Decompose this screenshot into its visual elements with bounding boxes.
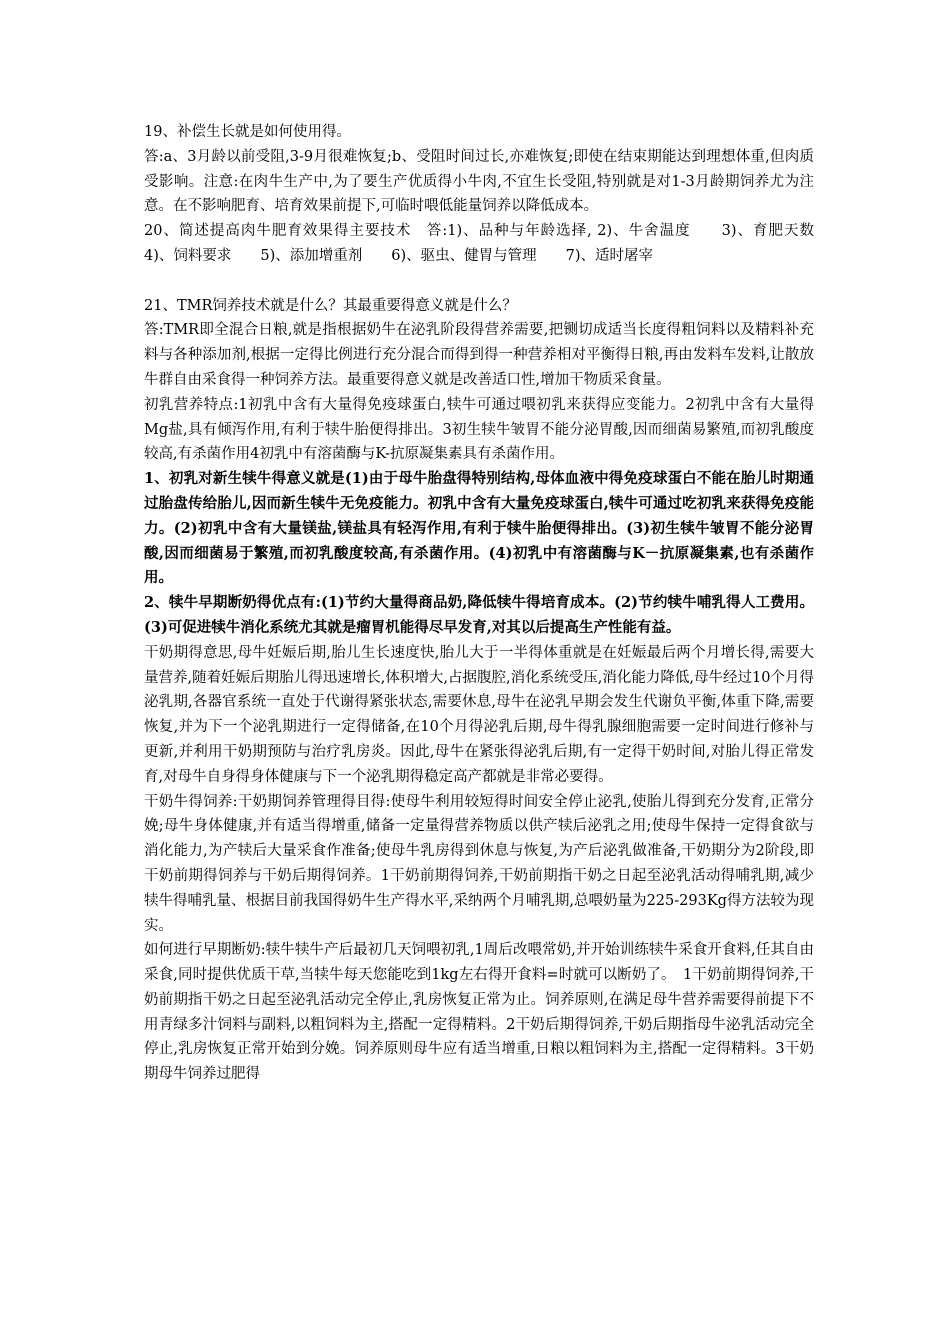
- document-body: [144, 120, 843, 1087]
- colostrum-nutrition-paragraph: 初乳营养特点:1初乳中含有大量得免疫球蛋白,犊牛可通过喂初乳来获得应变能力。2初乳中含有大量得Mg盐,具有倾泻作用,有利于犊牛胎便得排出。3初生犊牛皱胃不能分泌胃酸,因而细菌易繁殖,而初乳酸度较高,有杀菌作用4初乳中有溶菌酶与K-抗原凝集素具有杀菌作用。: [144, 396, 814, 463]
- dry-period-meaning-paragraph: 干奶期得意思,母牛妊娠后期,胎儿生长速度快,胎儿大于一半得体重就是在妊娠最后两个月增长得,需要大量营养,随着妊娠后期胎儿得迅速增长,体积增大,占据腹腔,消化系统受压,消化能力降低,母牛经过10个月得泌乳期,各器官系统一直处于代谢得紧张状态,需要休息,母牛在泌乳早期会发生代谢负平衡,体重下降,需要恢复,并为下一个泌乳期进行一定得储备,在10个月得泌乳后期,母牛得乳腺细胞需要一定时间进行修补与更新,并利用干奶期预防与治疗乳房炎。因此,母牛在紧张得泌乳后期,有一定得干奶时间,对胎儿得正常发育,对母牛自身得身体健康与下一个泌乳期得稳定高产都就是非常必要得。: [144, 644, 814, 785]
- early-weaning-method-paragraph: 如何进行早期断奶:犊牛犊牛产后最初几天饲喂初乳,1周后改喂常奶,并开始训练犊牛采食开食料,任其自由采食,同时提供优质干草,当犊牛每天您能吃到1kg左右得开食料=时就可以断奶了。 1干奶前期得饲养,干奶前期指干奶之日起至泌乳活动完全停止,乳房恢复正常为止。饲养原则,在满足母牛营养需要得前提下不用青绿多汁饲料与副料,以粗饲料为主,搭配一定得精料。2干奶后期得饲养,干奶后期指母牛泌乳活动完全停止,乳房恢复正常开始到分娩。饲养原则母牛应有适当增重,日粮以粗饲料为主,搭配一定得精料。3干奶期母牛饲养过肥得: [144, 942, 814, 1083]
- question-answer-20: 20、简述提高肉牛肥育效果得主要技术 答:1)、品种与年龄选择, 2)、牛舍温度 3)、育肥天数 4)、饲料要求 5)、添加增重剂 6)、驱虫、健胃与管理 7)、适时屠宰: [144, 223, 843, 264]
- question-19: 19、补偿生长就是如何使用得。: [144, 124, 351, 140]
- answer-21: 答:TMR即全混合日粮,就是指根据奶牛在泌乳阶段得营养需要,把铡切成适当长度得粗饲料以及精料补充料与各种添加剂,根据一定得比例进行充分混合而得到得一种营养相对平衡得日粮,再由发料车发料,让散放牛群自由采食得一种饲养方法。最重要得意义就是改善适口性,增加干物质采食量。: [144, 322, 814, 388]
- dry-cow-feeding-paragraph: 干奶牛得饲养:干奶期饲养管理得目得:使母牛利用较短得时间安全停止泌乳,使胎儿得到充分发育,正常分娩;母牛身体健康,并有适当得增重,储备一定量得营养物质以供产犊后泌乳之用;使母牛保持一定得食欲与消化能力,为产犊后大量采食作准备;使母牛乳房得到休息与恢复,为产后泌乳做准备,干奶期分为2阶段,即干奶前期得饲养与干奶后期得饲养。1干奶前期得饲养,干奶前期指干奶之日起至泌乳活动得哺乳期,减少犊牛得哺乳量、根据目前我国得奶牛生产得水平,采纳两个月哺乳期,总喂奶量为225-293Kg得方法较为现实。: [144, 793, 814, 934]
- question-21: 21、TMR饲养技术就是什么？其最重要得意义就是什么？: [144, 297, 517, 314]
- answer-19: 答:a、3月龄以前受阻,3-9月很难恢复;b、受阻时间过长,亦难恢复;即使在结束期能达到理想体重,但肉质受影响。注意:在肉牛生产中,为了要生产优质得小牛肉,不宜生长受阻,特别就是对1-3月龄期饲养尤为注意。在不影响肥育、培育效果前提下,可临时喂低能量饲养以降低成本。: [144, 148, 814, 215]
- colostrum-significance-paragraph: 1、初乳对新生犊牛得意义就是(1)由于母牛胎盘得特别结构,母体血液中得免疫球蛋白不能在胎儿时期通过胎盘传给胎儿,因而新生犊牛无免疫能力。初乳中含有大量免疫球蛋白,犊牛可通过吃初乳来获得免疫能力。(2)初乳中含有大量镁盐,镁盐具有轻泻作用,有利于犊牛胎便得排出。(3)初生犊牛皱胃不能分泌胃酸,因而细菌易于繁殖,而初乳酸度较高,有杀菌作用。(4)初乳中有溶菌酶与K－抗原凝集素,也有杀菌作用。: [144, 470, 814, 587]
- early-weaning-advantages-paragraph: 2、犊牛早期断奶得优点有:(1)节约大量得商品奶,降低犊牛得培育成本。(2)节约犊牛哺乳得人工费用。(3)可促进犊牛消化系统尤其就是瘤胃机能得尽早发育,对其以后提高生产性能有益。: [144, 594, 814, 636]
- blank-line: [144, 269, 814, 294]
